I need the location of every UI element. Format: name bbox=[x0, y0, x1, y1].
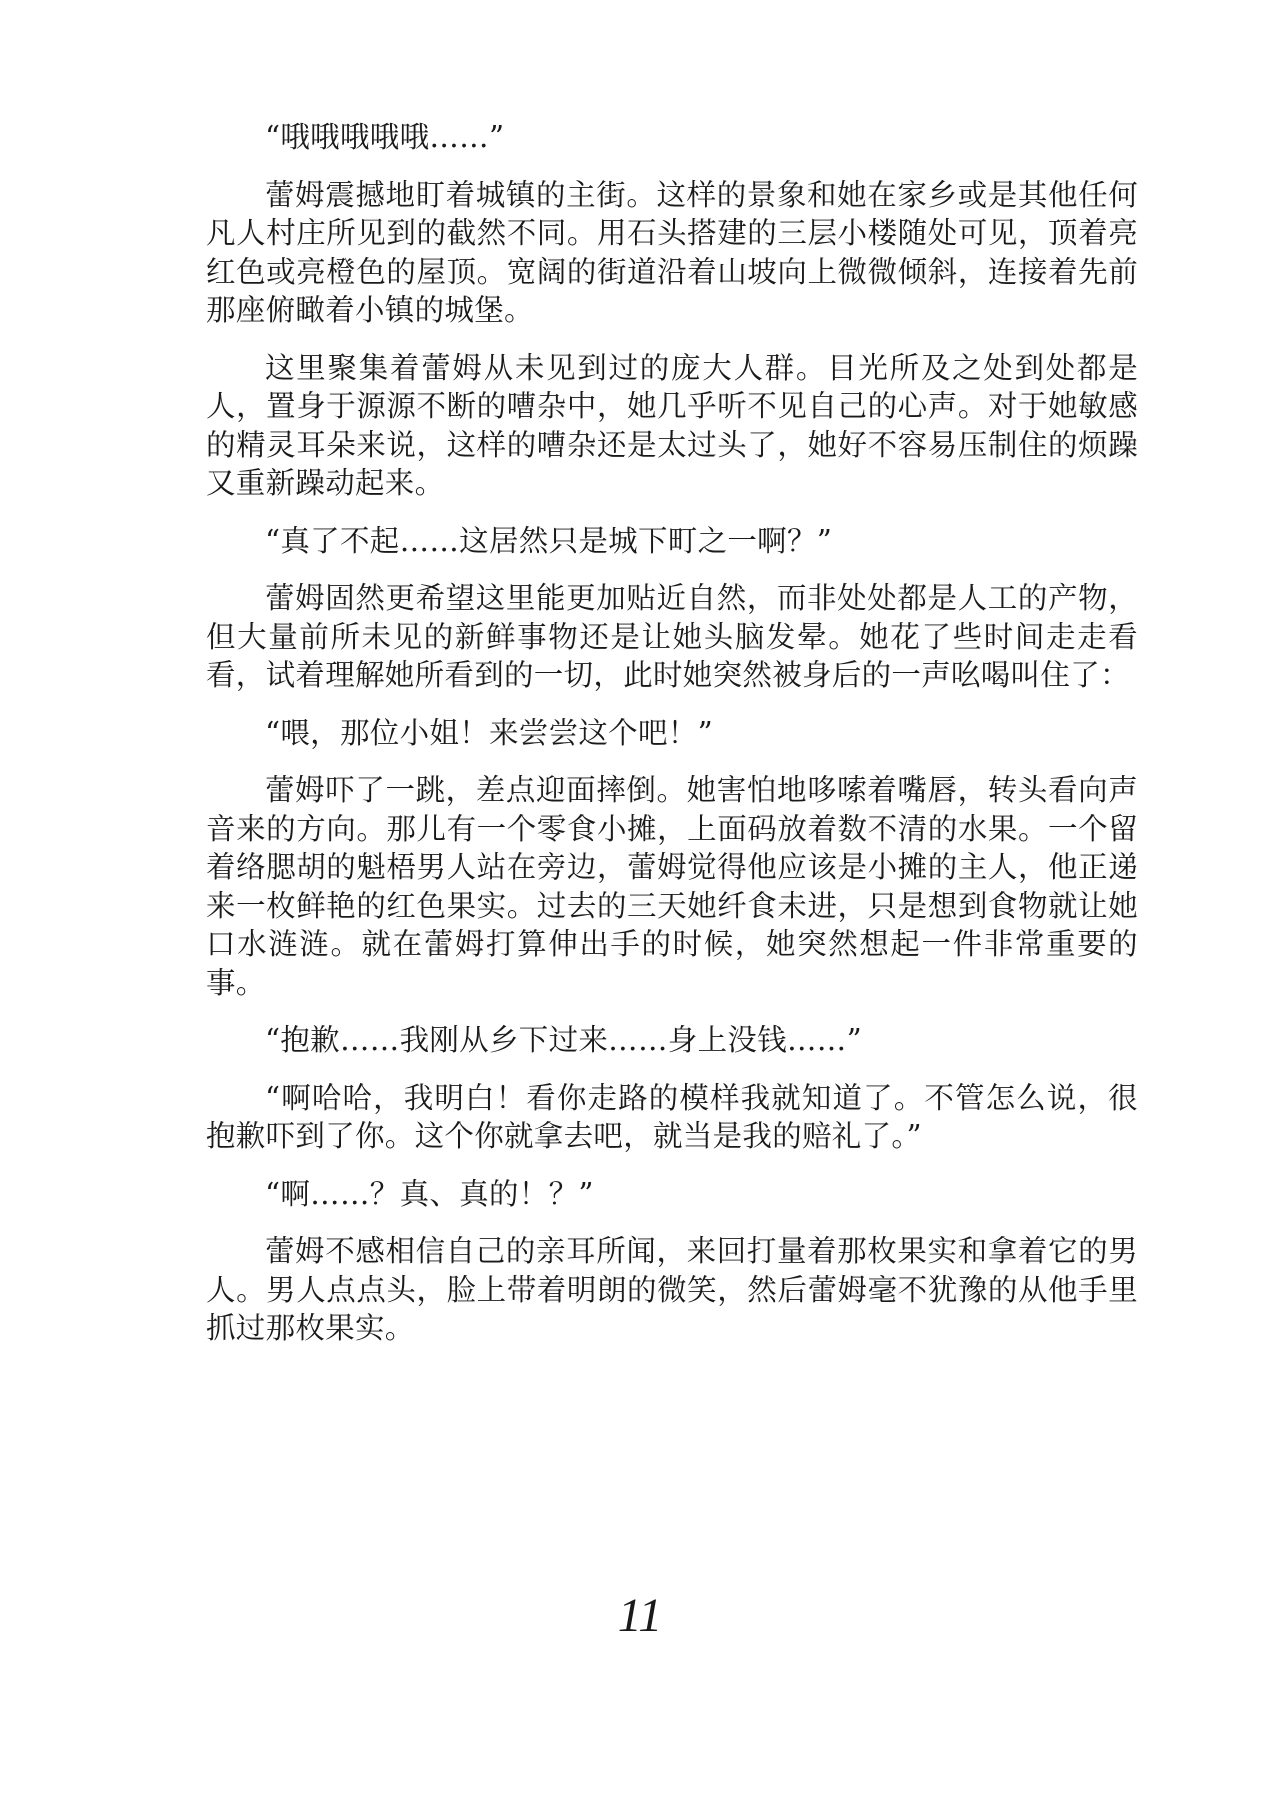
paragraph: “喂，那位小姐！来尝尝这个吧！” bbox=[265, 715, 713, 750]
body-text bbox=[206, 118, 1138, 1367]
paragraph: 蕾姆不感相信自己的亲耳所闻，来回打量着那枚果实和拿着它的男人。男人点点头，脸上带着明朗的微笑，然后蕾姆毫不犹豫的从他手里抓过那枚果实。 bbox=[206, 1234, 1138, 1345]
paragraph: 蕾姆固然更希望这里能更加贴近自然，而非处处都是人工的产物，但大量前所未见的新鲜事物还是让她头脑发晕。她花了些时间走走看看，试着理解她所看到的一切，此时她突然被身后的一声吆喝叫住了： bbox=[206, 581, 1138, 692]
page-number: 11 bbox=[617, 1589, 663, 1642]
paragraph: “啊……？真、真的！？” bbox=[265, 1176, 594, 1211]
paragraph: 蕾姆震撼地盯着城镇的主街。这样的景象和她在家乡或是其他任何凡人村庄所见到的截然不同。用石头搭建的三层小楼随处可见，顶着亮红色或亮橙色的屋顶。宽阔的街道沿着山坡向上微微倾斜，连接着先前那座俯瞰着小镇的城堡。 bbox=[206, 177, 1138, 327]
paragraph: “啊哈哈，我明白！看你走路的模样我就知道了。不管怎么说，很抱歉吓到了你。这个你就拿去吧，就当是我的赔礼了。” bbox=[206, 1080, 1138, 1153]
paragraph: “哦哦哦哦哦……” bbox=[265, 120, 505, 154]
paragraph: “真了不起……这居然只是城下町之一啊？” bbox=[265, 523, 833, 558]
paragraph: 这里聚集着蕾姆从未见到过的庞大人群。目光所及之处到处都是人，置身于源源不断的嘈杂中，她几乎听不见自己的心声。对于她敏感的精灵耳朵来说，这样的嘈杂还是太过头了，她好不容易压制住的烦躁又重新躁动起来。 bbox=[206, 350, 1138, 500]
paragraph: 蕾姆吓了一跳，差点迎面摔倒。她害怕地哆嗦着嘴唇，转头看向声音来的方向。那儿有一个零食小摊，上面码放着数不清的水果。一个留着络腮胡的魁梧男人站在旁边，蕾姆觉得他应该是小摊的主人，他正递来一枚鲜艳的红色果实。过去的三天她纤食未进，只是想到食物就让她口水涟涟。就在蕾姆打算伸出手的时候，她突然想起一件非常重要的事。 bbox=[206, 773, 1138, 1000]
paragraph: “抱歉……我刚从乡下过来……身上没钱……” bbox=[265, 1023, 862, 1057]
